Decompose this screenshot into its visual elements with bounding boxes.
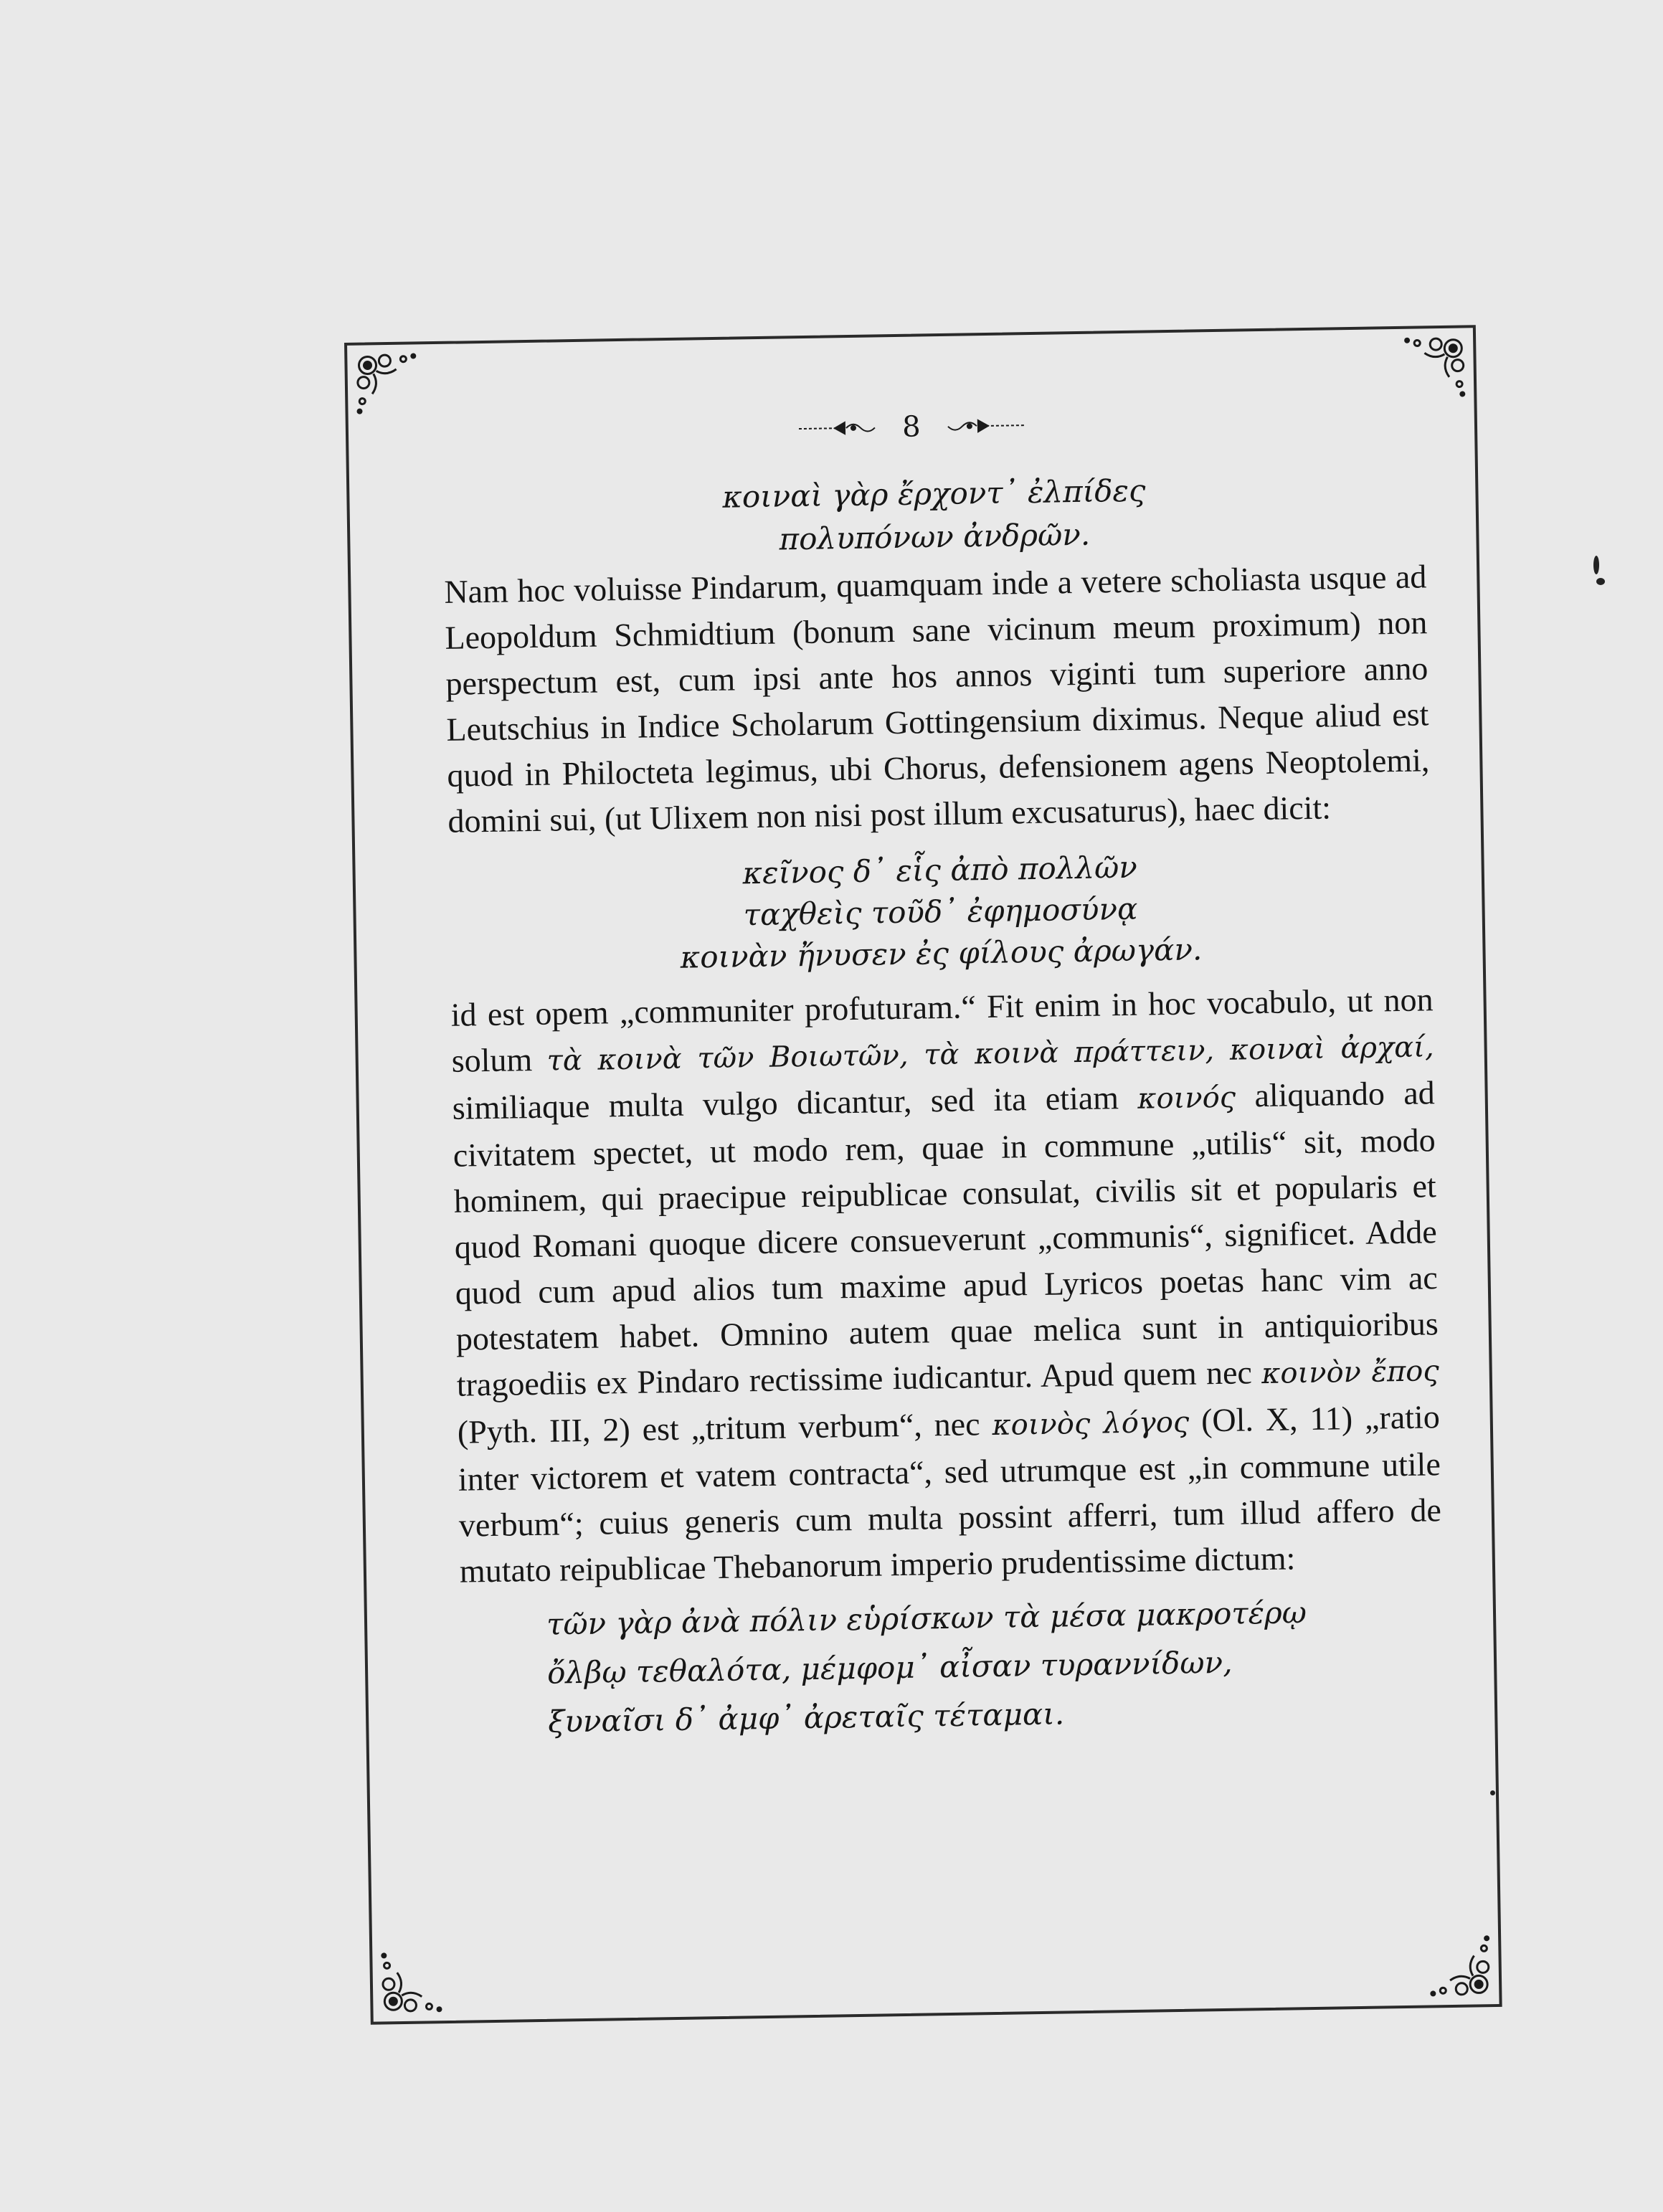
paragraph-2-text: aliquando ad civitatem spectet, ut modo rem, quae in commune „utilis“ sit, modo hominem, qui praecipue reipublicae consulat, civilis sit et popularis et quod Romani quoque dicere consueverunt „communis“, significet. Adde quod cum apud alios tum maxime apud Lyricos poetas hanc vim ac potestatem habet. Omnino autem quae melica sunt in antiquioribus tragoediis ex Pindaro rectissime iudicantur. Apud quem nec xyxy=(453,1074,1439,1403)
verse-line: ὄλβῳ τεθαλότα, μέμφομ᾽ αἶσαν τυραννίδων, xyxy=(546,1644,1233,1691)
paragraph-1: Nam hoc voluisse Pindarum, quamquam inde a vetere scholiasta usque ad Leopoldum Schmidtium (bonum sane vicinum meum proximum) non perspectum est, cum ipsi ante hos annos viginti tum superiore anno Leutschius in Indice Scholarum Gottingensium diximus. Neque aliud est quod in Philocteta legimus, ubi Chorus, defensionem agens Neoptolemi, domini sui, (ut Ulixem non nisi post illum excusaturus), haec dicit: xyxy=(444,558,1430,840)
ink-speck xyxy=(1596,578,1605,585)
greek-phrase: κοινὸν ἔπος xyxy=(1261,1354,1440,1391)
greek-phrase: κοινός xyxy=(1137,1081,1236,1116)
paragraph-2-text: id est opem „communiter profuturam.“ Fit enim in hoc vocabulo, ut non solum xyxy=(450,981,1434,1079)
page-number: 8 xyxy=(901,410,921,444)
page-border-frame xyxy=(344,325,1502,2024)
verse-line: ταχθεὶς τοῦδ᾽ ἐφημοσύνᾳ xyxy=(743,891,1138,933)
quote-verse xyxy=(448,842,1433,982)
paragraph-2 xyxy=(450,977,1442,1594)
paragraph-2-text: (Pyth. III, 2) est „tritum verbum“, nec xyxy=(457,1405,992,1451)
corner-ornament-icon xyxy=(376,1945,450,2018)
verse-line: κοιναὶ γὰρ ἔρχοντ᾽ ἐλπίδες xyxy=(721,473,1146,515)
paragraph-2-text: (Ol. X, 11) „ratio inter victorem et vatem contracta“, sed utrumque est „in commune utile verbum“; cuius generis cum multa possint afferri, tum illud affero de mutato reipublicae Thebanorum imperio prudentissime dictum: xyxy=(458,1398,1442,1590)
corner-ornament-icon xyxy=(1422,1928,1495,2001)
ink-speck xyxy=(1593,556,1599,574)
verse-line: κοινὰν ἤνυσεν ἐς φίλους ἀρωγάν. xyxy=(680,931,1203,975)
verse-line: κεῖνος δ᾽ εἷς ἀπὸ πολλῶν xyxy=(742,849,1138,891)
greek-phrase: κοινὸς λόγος xyxy=(992,1405,1190,1442)
opening-verse xyxy=(442,465,1426,566)
paragraph-2-text: similiaque multa vulgo dicantur, sed ita etiam xyxy=(452,1078,1138,1126)
left-flourish-icon xyxy=(798,419,877,437)
text-block xyxy=(442,465,1445,1747)
greek-phrase: τὰ κοινὰ τῶν Βοιωτῶν, τὰ κοινὰ πράττειν, κοιναὶ ἀρχαί, xyxy=(546,1030,1434,1078)
verse-line: ξυναῖσι δ᾽ ἀμφ᾽ ἀρεταῖς τέταμαι. xyxy=(547,1696,1065,1739)
corner-ornament-icon xyxy=(351,348,425,422)
right-flourish-icon xyxy=(945,417,1024,435)
verse-line: τῶν γὰρ ἀνὰ πόλιν εὑρίσκων τὰ μέσα μακροτέρῳ xyxy=(546,1595,1307,1642)
pindar-verse xyxy=(546,1586,1445,1747)
page-number-row xyxy=(349,399,1475,452)
verse-line: πολυπόνων ἀνδρῶν. xyxy=(779,516,1091,557)
corner-ornament-icon xyxy=(1397,332,1470,405)
ink-speck xyxy=(1490,1790,1495,1795)
